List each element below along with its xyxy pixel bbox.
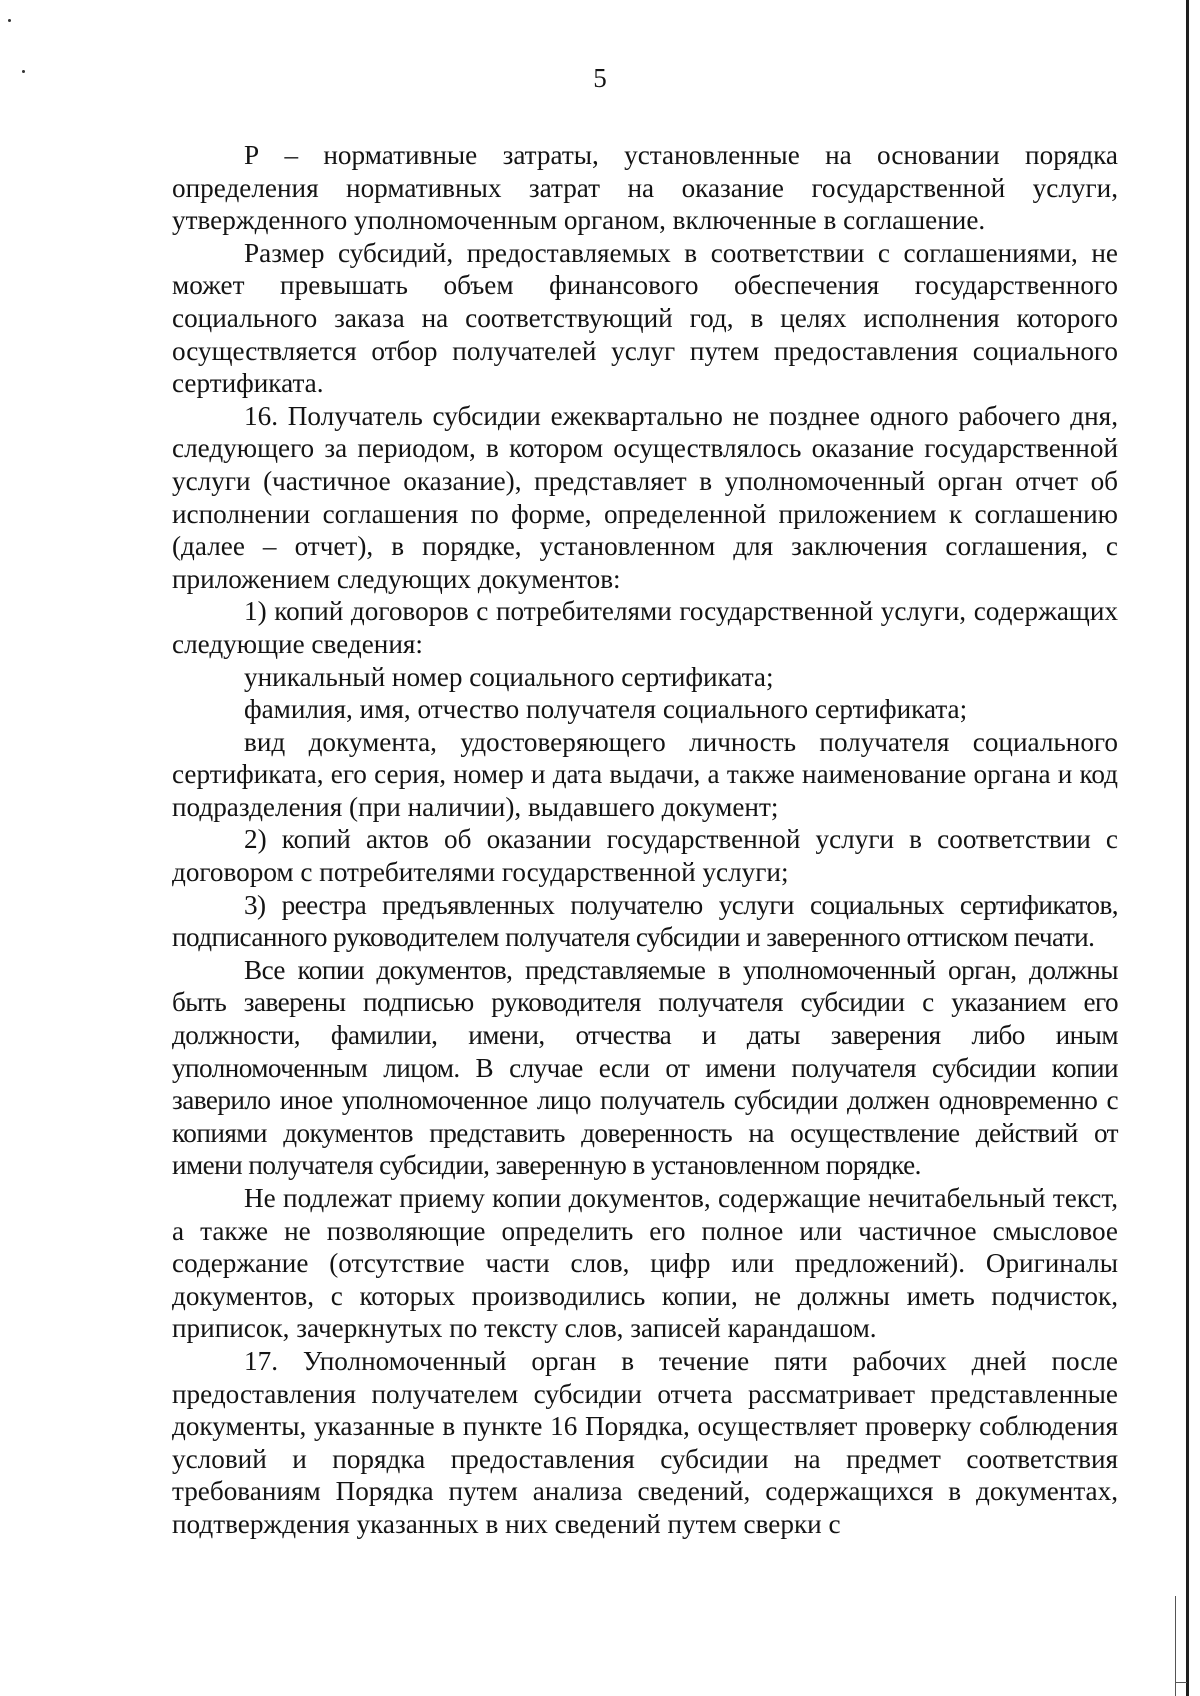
list-item-service-acts: 2) копий актов об оказании государственной услуги в соответствии с договором с потребителями государственной услуги; (172, 824, 1118, 888)
list-item-certificate-register: 3) реестра предъявленных получателю услуги социальных сертификатов, подписанного руководителем получателя субсидии и заверенного оттиском печати. (172, 889, 1118, 953)
scan-edge-line (1175, 1682, 1187, 1683)
list-subitem-full-name: фамилия, имя, отчество получателя социального сертификата; (244, 694, 968, 725)
document-body (172, 139, 1118, 1541)
paragraph-copy-certification: Все копии документов, представляемые в уполномоченный орган, должны быть заверены подписью руководителя получателя субсидии с указанием его должности, фамилии, имени, отчества и даты заверения либо иным уполномоченным лицом. В случае если от имени получателя субсидии копии заверило иное уполномоченное лицо получатель субсидии должен одновременно с копиями документов представить доверенность на осуществление действий от имени получателя субсидии, заверенную в установленном порядке. (172, 954, 1118, 1181)
scan-edge-line (1175, 1596, 1176, 1696)
list-subitem-identity-document: вид документа, удостоверяющего личность получателя социального сертификата, его серия, номер и дата выдачи, а также наименование органа и код подразделения (при наличии), выдавшего документ; (172, 726, 1118, 822)
scan-speck (8, 19, 11, 22)
paragraph-clause-17: 17. Уполномоченный орган в течение пяти рабочих дней после предоставления получателем субсидии отчета рассматривает представленные документы, указанные в пункте 16 Порядка, осуществляет проверку соблюдения условий и порядка предоставления субсидии на предмет соответствия требованиям Порядка путем анализа сведений, содержащихся в документах, подтверждения указанных в них сведений путем сверки с (172, 1345, 1118, 1539)
page-number: 5 (593, 63, 607, 93)
list-item-contracts: 1) копий договоров с потребителями государственной услуги, содержащих следующие сведения: (172, 596, 1118, 659)
list-subitem-certificate-number: уникальный номер социального сертификата; (244, 661, 774, 692)
paragraph-clause-16: 16. Получатель субсидии ежеквартально не позднее одного рабочего дня, следующего за периодом, в котором осуществлялось оказание государственной услуги (частичное оказание), представляет в уполномоченный орган отчет об исполнении соглашения по форме, определенной приложением к соглашению (далее – отчет), в порядке, установленном для заключения соглашения, с приложением следующих документов: (172, 400, 1118, 594)
paragraph-unreadable-copies: Не подлежат приему копии документов, содержащие нечитабельный текст, а также не позволяющие определить его полное или частичное смысловое содержание (отсутствие части слов, цифр или предложений). Оригиналы документов, с которых производились копии, не должны иметь подчисток, приписок, зачеркнутых по тексту слов, записей карандашом. (172, 1183, 1118, 1344)
scan-edge-line (1186, 0, 1189, 1696)
paragraph-subsidy-size: Размер субсидий, предоставляемых в соответствии с соглашениями, не может превышать объем финансового обеспечения государственного социального заказа на соответствующий год, в целях исполнения которого осуществляется отбор получателей услуг путем предоставления социального сертификата. (172, 237, 1118, 399)
paragraph-normative-costs: Р – нормативные затраты, установленные на основании порядка определения нормативных затрат на оказание государственной услуги, утвержденного уполномоченным органом, включенные в соглашение. (172, 140, 1118, 236)
